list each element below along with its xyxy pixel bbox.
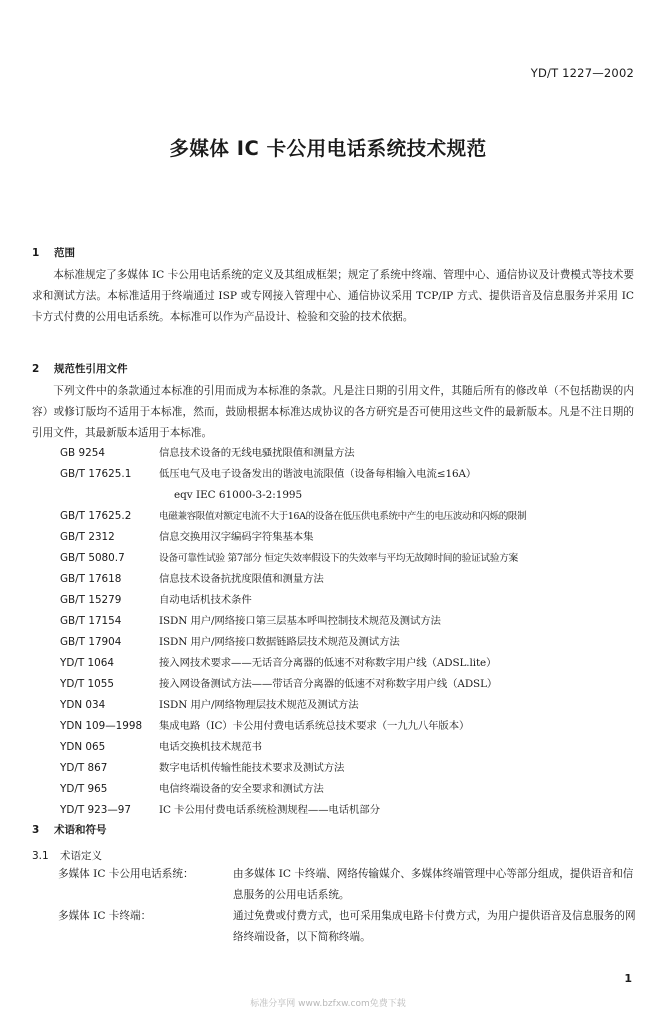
reference-title: 自动电话机技术条件: [159, 594, 252, 606]
reference-code: GB/T 17625.2: [60, 510, 132, 522]
reference-row: [60, 569, 640, 590]
section-2-title: 规范性引用文件: [54, 363, 128, 375]
reference-row: [60, 611, 640, 632]
reference-row: [60, 695, 640, 716]
term-description: 通过免费或付费方式，也可采用集成电路卡付费方式，为用户提供语音及信息服务的网络终端设备，以下简称终端。: [233, 910, 636, 943]
reference-row: [60, 800, 640, 821]
reference-row: [60, 590, 640, 611]
reference-title: 电磁兼容限值对额定电流不大于16A的设备在低压供电系统中产生的电压波动和闪烁的限制: [159, 511, 527, 522]
reference-code: YDN 109—1998: [60, 720, 143, 732]
reference-code: GB 9254: [60, 447, 105, 459]
document-code: YD/T 1227—2002: [530, 66, 634, 80]
reference-equivalence-note: eqv IEC 61000-3-2:1995: [174, 489, 303, 501]
document-title: 多媒体 IC 卡公用电话系统技术规范: [169, 137, 487, 160]
reference-row: [60, 716, 640, 737]
term-name: 多媒体 IC 卡终端：: [58, 910, 152, 922]
reference-row: [60, 443, 640, 464]
reference-row: [60, 506, 640, 527]
section-1-body: 本标准规定了多媒体 IC 卡公用电话系统的定义及其组成框架；规定了系统中终端、管理中心、通信协议及计费模式等技术要求和测试方法。本标准适用于终端通过 ISP 或专网接入管理中心、通信协议采用 TCP/IP 方式、提供语音及信息服务并采用 IC 卡方式付费的公用电话系统。本标准可以作为产品设计、检验和交验的技术依据。: [32, 269, 634, 323]
reference-row: [60, 737, 640, 758]
section-2-number: 2: [32, 363, 40, 375]
reference-title: ISDN 用户/网络接口第三层基本呼叫控制技术规范及测试方法: [159, 615, 441, 627]
reference-title: 设备可靠性试验 第7部分 恒定失效率假设下的失效率与平均无故障时间的验证试验方案: [159, 553, 518, 564]
section-3-number: 3: [32, 824, 40, 836]
term-description: 由多媒体 IC 卡终端、网络传输媒介、多媒体终端管理中心等部分组成，提供语音和信息服务的公用电话系统。: [233, 868, 634, 901]
reference-code: GB/T 15279: [60, 594, 122, 606]
reference-list: [60, 443, 640, 821]
reference-title: 电信终端设备的安全要求和测试方法: [159, 783, 324, 795]
subsection-3-1-number: 3.1: [32, 850, 49, 862]
reference-title: 集成电路（IC）卡公用付费电话系统总技术要求（一九九八年版本）: [159, 720, 470, 732]
reference-title: IC 卡公用付费电话系统检测规程——电话机部分: [159, 804, 380, 816]
reference-row: [60, 632, 640, 653]
page-number: 1: [624, 972, 632, 985]
reference-code: YD/T 923—97: [60, 804, 131, 816]
reference-code: YDN 065: [60, 741, 106, 753]
subsection-3-1-heading: [32, 848, 102, 863]
reference-row: [60, 758, 640, 779]
section-1-heading: [32, 245, 75, 260]
reference-code: GB/T 5080.7: [60, 552, 125, 564]
term-definition: [58, 864, 638, 906]
section-3-heading: [32, 822, 107, 837]
reference-code: YD/T 965: [60, 783, 108, 795]
reference-row: [60, 779, 640, 800]
section-2-intro: 下列文件中的条款通过本标准的引用而成为本标准的条款。凡是注日期的引用文件，其随后所有的修改单（不包括勘误的内容）或修订版均不适用于本标准，然而，鼓励根据本标准达成协议的各方研究是否可使用这些文件的最新版本。凡是不注日期的引用文件，其最新版本适用于本标准。: [32, 385, 634, 439]
section-2-heading: [32, 361, 128, 376]
reference-title: 信息交换用汉字编码字符集基本集: [159, 531, 314, 543]
reference-row: [60, 674, 640, 695]
reference-row: [60, 464, 640, 485]
reference-row: [60, 653, 640, 674]
term-definition: [58, 906, 638, 948]
reference-code: YD/T 867: [60, 762, 108, 774]
reference-title: 信息技术设备抗扰度限值和测量方法: [159, 573, 324, 585]
section-1-number: 1: [32, 247, 40, 259]
reference-title: 接入网技术要求——无话音分离器的低速不对称数字用户线（ADSL.lite）: [159, 657, 497, 669]
reference-code: YD/T 1064: [60, 657, 114, 669]
reference-code: GB/T 17618: [60, 573, 122, 585]
section-1-title: 范围: [54, 247, 75, 259]
reference-title: 电话交换机技术规范书: [159, 741, 262, 753]
reference-title: 信息技术设备的无线电骚扰限值和测量方法: [159, 447, 355, 459]
reference-title: ISDN 用户/网络接口数据链路层技术规范及测试方法: [159, 636, 400, 648]
reference-title: 数字电话机传输性能技术要求及测试方法: [159, 762, 345, 774]
subsection-3-1-title: 术语定义: [60, 850, 102, 862]
reference-code: GB/T 17904: [60, 636, 122, 648]
watermark-text: 标准分享网 www.bzfxw.com免费下载: [250, 999, 406, 1009]
reference-code: GB/T 17625.1: [60, 468, 132, 480]
reference-title: ISDN 用户/网络物理层技术规范及测试方法: [159, 699, 359, 711]
reference-title: 低压电气及电子设备发出的谐波电流限值（设备每相输入电流≤16A）: [159, 468, 477, 480]
term-name: 多媒体 IC 卡公用电话系统：: [58, 868, 194, 880]
section-3-title: 术语和符号: [54, 824, 107, 836]
reference-row: [60, 548, 640, 569]
reference-row: [60, 527, 640, 548]
reference-title: 接入网设备测试方法——带话音分离器的低速不对称数字用户线（ADSL）: [159, 678, 498, 690]
reference-code: GB/T 17154: [60, 615, 122, 627]
reference-code: YD/T 1055: [60, 678, 114, 690]
reference-code: GB/T 2312: [60, 531, 115, 543]
reference-code: YDN 034: [60, 699, 106, 711]
